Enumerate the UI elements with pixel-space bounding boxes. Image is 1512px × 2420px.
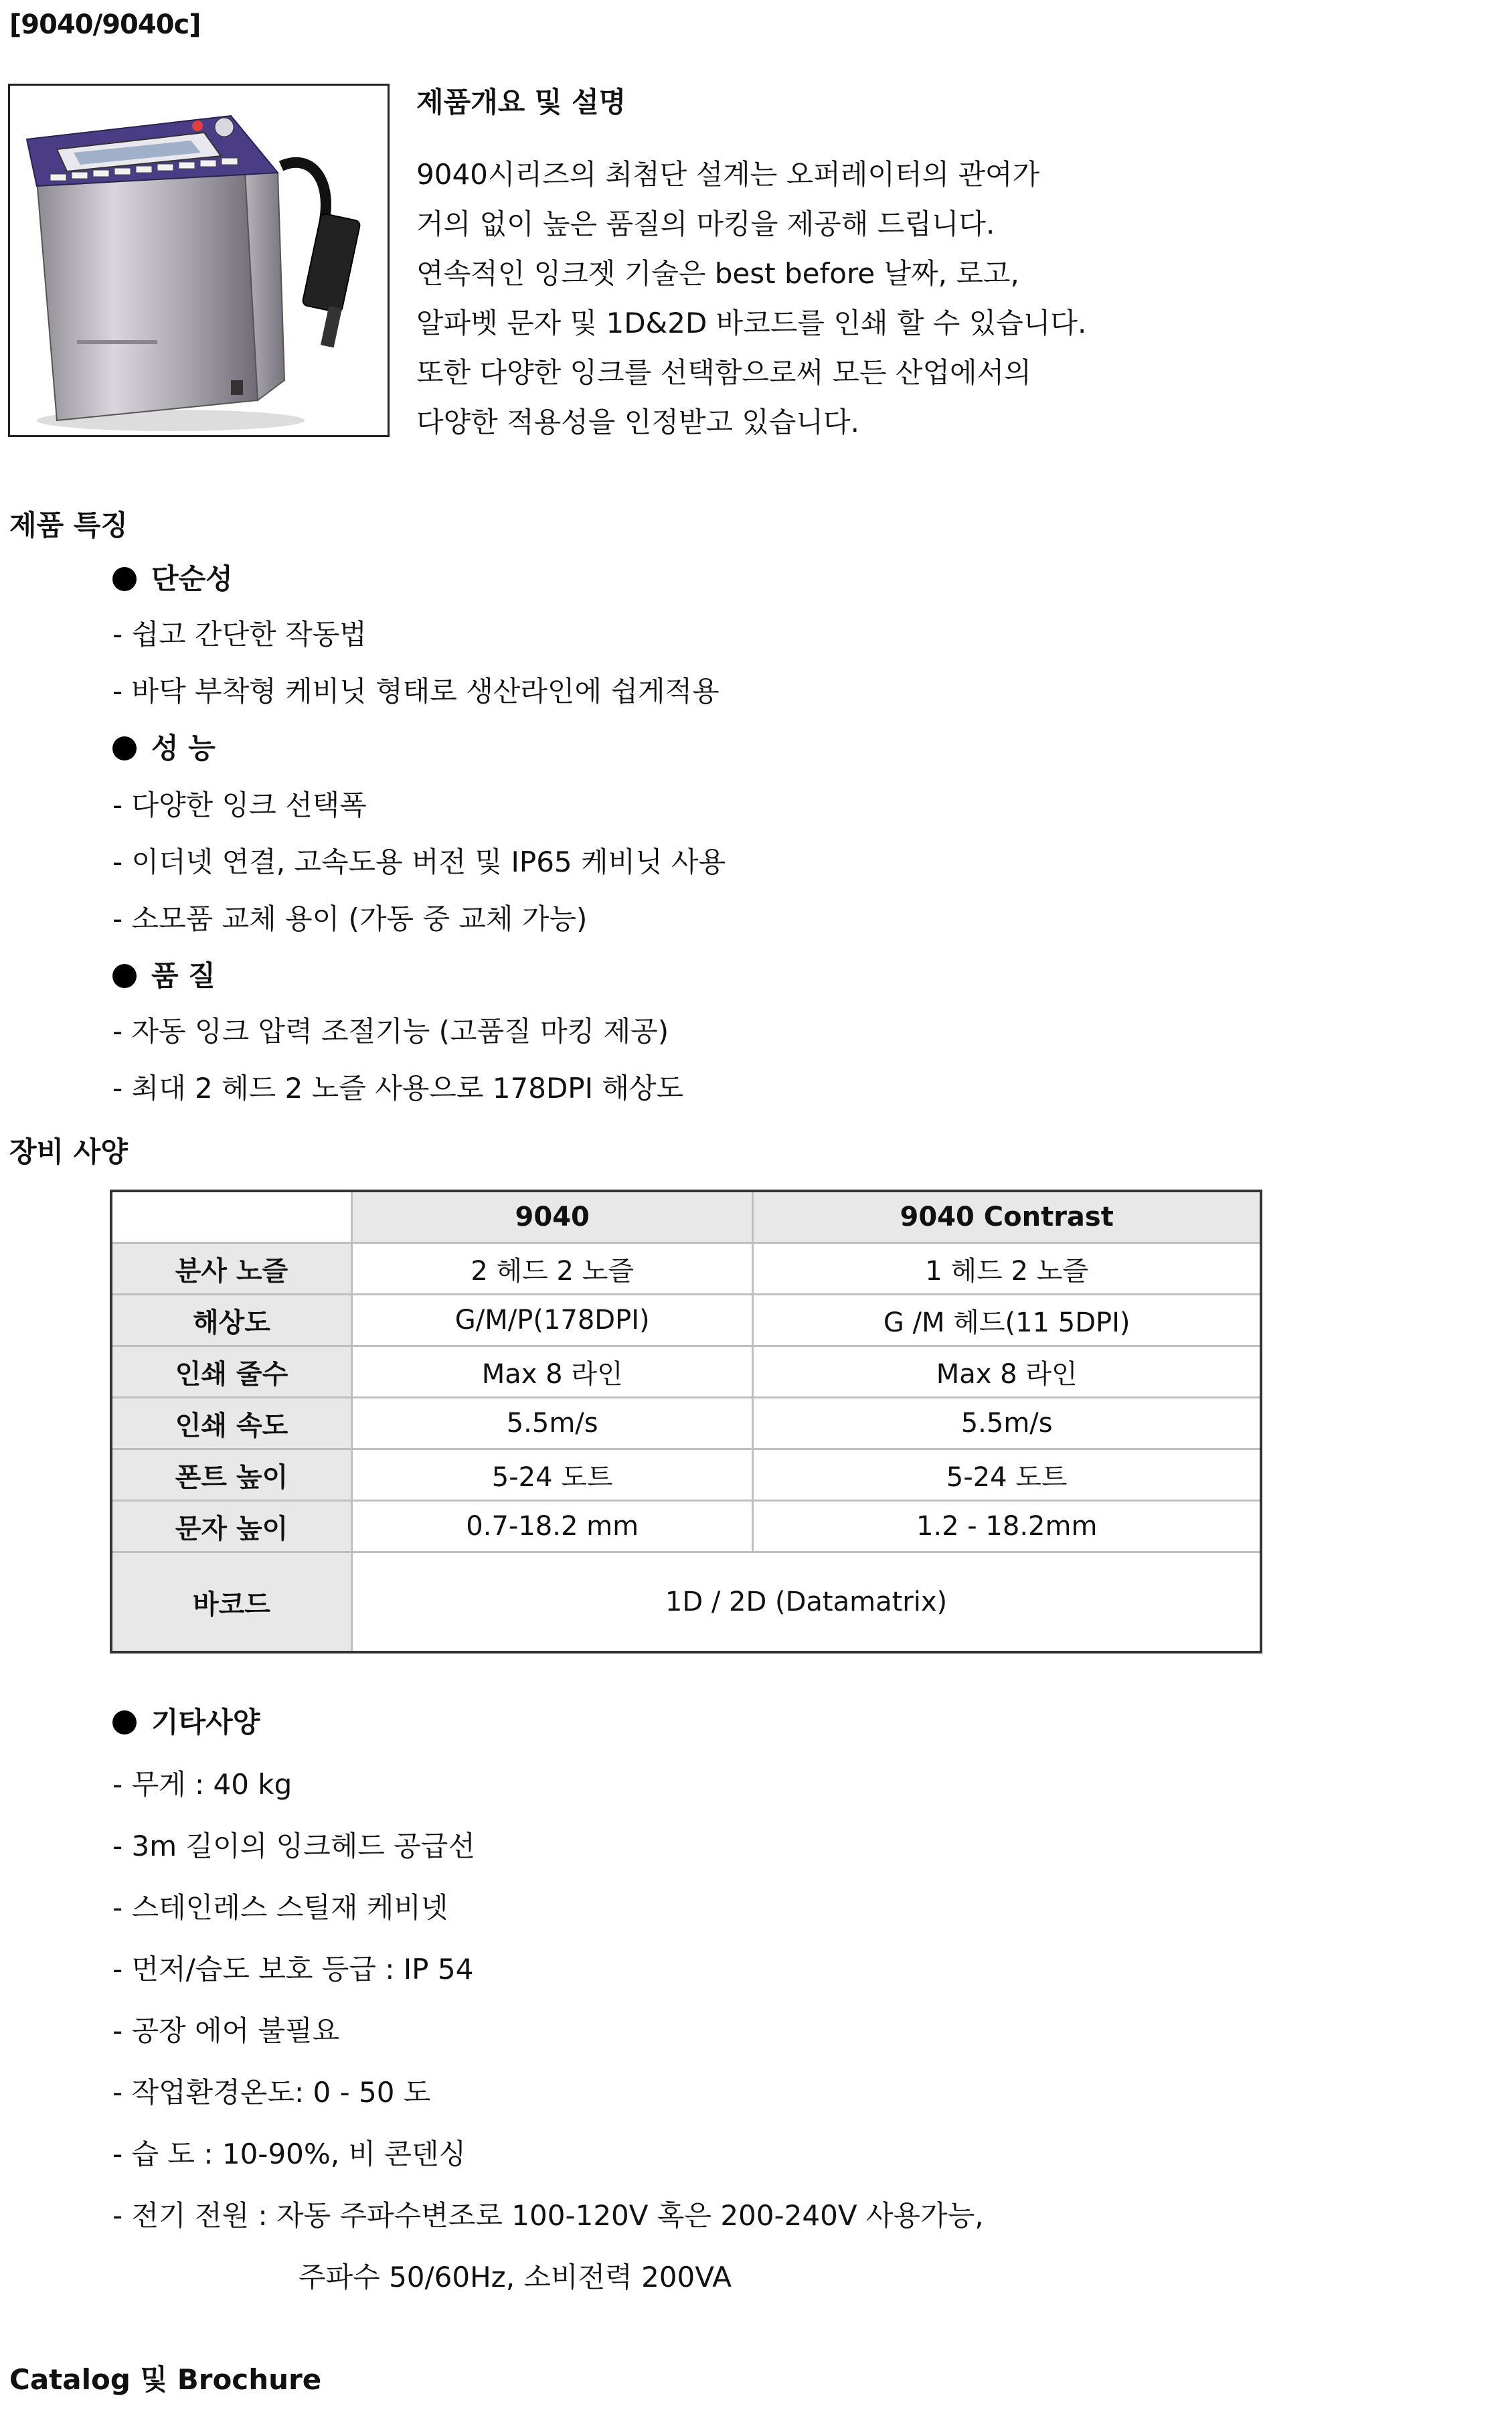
- bullet-icon: [112, 1710, 137, 1735]
- spec-row: [111, 1501, 1261, 1552]
- spec-column-header: 9040: [352, 1191, 753, 1243]
- spec-table: [110, 1190, 1262, 1653]
- spec-row-barcode: [111, 1552, 1261, 1653]
- feature-item: - 다양한 잉크 선택폭: [112, 789, 367, 821]
- spec-row-label: 폰트 높이: [111, 1449, 352, 1501]
- feature-item: - 이더넷 연결, 고속도용 버전 및 IP65 케비닛 사용: [112, 845, 726, 878]
- spec-corner-cell: [111, 1191, 352, 1243]
- feature-item: - 바닥 부착형 케비닛 형태로 생산라인에 쉽게적용: [112, 675, 720, 708]
- catalog-heading: Catalog 및 Brochure: [9, 2363, 322, 2396]
- other-spec-item: - 작업환경온도: 0 - 50 도: [112, 2076, 431, 2109]
- spec-row: [111, 1346, 1261, 1398]
- spec-row: [111, 1295, 1261, 1346]
- spec-cell: 1 헤드 2 노즐: [753, 1243, 1261, 1295]
- spec-cell: 0.7-18.2 mm: [352, 1501, 753, 1552]
- spec-row-label: 해상도: [111, 1295, 352, 1346]
- spec-header-row: [111, 1191, 1261, 1243]
- overview-line: 다양한 적용성을 인정받고 있습니다.: [416, 406, 859, 438]
- feature-item: - 쉽고 간단한 작동법: [112, 618, 367, 651]
- spec-row: [111, 1398, 1261, 1449]
- bullet-icon: [112, 567, 137, 591]
- feature-group-heading: 성 능: [112, 726, 216, 767]
- feature-item: - 소모품 교체 용이 (가동 중 교체 가능): [112, 902, 588, 935]
- spec-cell: Max 8 라인: [352, 1346, 753, 1398]
- spec-row-label: 분사 노즐: [111, 1243, 352, 1295]
- specs-heading: 장비 사양: [9, 1135, 128, 1168]
- spec-row: [111, 1243, 1261, 1295]
- product-photo: [8, 84, 390, 437]
- spec-row: [111, 1449, 1261, 1501]
- other-spec-item: - 먼저/습도 보호 등급 : IP 54: [112, 1953, 474, 1986]
- page-title: [9040/9040c]: [9, 9, 201, 40]
- other-spec-item: - 습 도 : 10-90%, 비 콘덴싱: [112, 2137, 467, 2170]
- other-spec-item: - 무게 : 40 kg: [112, 1768, 292, 1801]
- spec-cell: 1.2 - 18.2mm: [753, 1501, 1261, 1552]
- feature-group-heading: 품 질: [112, 954, 216, 994]
- spec-row-label: 인쇄 줄수: [111, 1346, 352, 1398]
- spec-cell: 5-24 도트: [352, 1449, 753, 1501]
- spec-cell: G /M 헤드(11 5DPI): [753, 1295, 1261, 1346]
- spec-cell: 2 헤드 2 노즐: [352, 1243, 753, 1295]
- spec-cell: 1D / 2D (Datamatrix): [352, 1552, 1262, 1653]
- feature-item: - 최대 2 헤드 2 노즐 사용으로 178DPI 해상도: [112, 1072, 684, 1105]
- other-spec-item: - 전기 전원 : 자동 주파수변조로 100-120V 혹은 200-240V 사용가능,: [112, 2199, 984, 2232]
- other-spec-item: - 스테인레스 스틸재 케비넷: [112, 1891, 448, 1924]
- bullet-icon: [112, 736, 137, 760]
- spec-cell: 5-24 도트: [753, 1449, 1261, 1501]
- bullet-icon: [112, 964, 137, 988]
- spec-cell: 5.5m/s: [352, 1398, 753, 1449]
- spec-column-header: 9040 Contrast: [753, 1191, 1261, 1243]
- features-heading: 제품 특징: [9, 509, 128, 542]
- overview-line: 또한 다양한 잉크를 선택함으로써 모든 산업에서의: [416, 356, 1031, 389]
- other-specs-heading: 기타사양: [112, 1700, 260, 1741]
- spec-cell: Max 8 라인: [753, 1346, 1261, 1398]
- overview-line: 9040시리즈의 최첨단 설계는 오퍼레이터의 관여가: [416, 158, 1040, 191]
- spec-cell: 5.5m/s: [753, 1398, 1261, 1449]
- spec-row-label: 인쇄 속도: [111, 1398, 352, 1449]
- feature-item: - 자동 잉크 압력 조절기능 (고품질 마킹 제공): [112, 1015, 669, 1048]
- spec-row-label: 바코드: [111, 1552, 352, 1653]
- overview-heading: 제품개요 및 설명: [416, 86, 626, 118]
- other-spec-item: - 공장 에어 불필요: [112, 2014, 340, 2047]
- overview-line: 알파벳 문자 및 1D&2D 바코드를 인쇄 할 수 있습니다.: [416, 307, 1087, 339]
- spec-row-label: 문자 높이: [111, 1501, 352, 1552]
- feature-group-heading: 단순성: [112, 557, 233, 597]
- other-spec-item: - 3m 길이의 잉크헤드 공급선: [112, 1830, 475, 1862]
- spec-cell: G/M/P(178DPI): [352, 1295, 753, 1346]
- overview-line: 연속적인 잉크젯 기술은 best before 날짜, 로고,: [416, 257, 1019, 290]
- overview-line: 거의 없이 높은 품질의 마킹을 제공해 드립니다.: [416, 208, 995, 240]
- other-spec-continuation: 주파수 50/60Hz, 소비전력 200VA: [299, 2261, 732, 2293]
